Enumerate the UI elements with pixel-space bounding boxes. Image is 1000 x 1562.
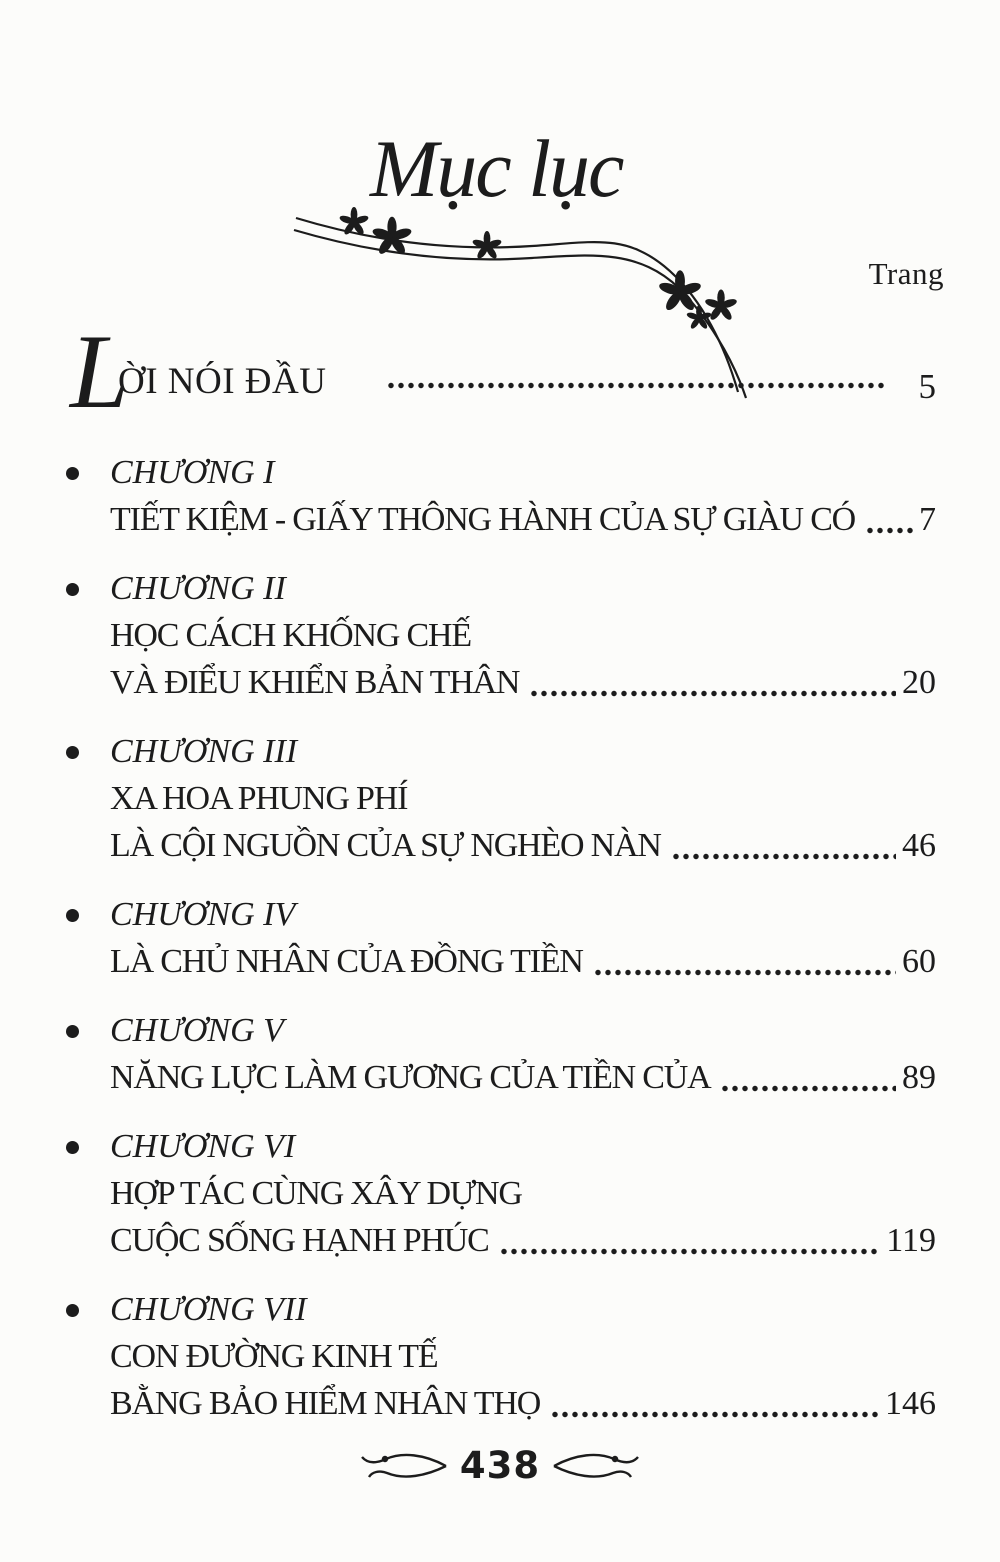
- chapter-heading: CHƯƠNG V: [110, 1012, 284, 1049]
- chapter-title-text: HỌC CÁCH KHỐNG CHẾ: [110, 617, 471, 654]
- chapter-title-line: [110, 496, 936, 543]
- chapter-page-number: 146: [885, 1385, 936, 1422]
- chapter-body: [110, 729, 936, 869]
- chapter-title-line: [110, 612, 936, 659]
- chapter-page-number: 89: [902, 1059, 936, 1096]
- toc-chapter-entry[interactable]: [64, 1287, 936, 1427]
- bullet-column: [64, 450, 110, 543]
- bullet-column: [64, 1124, 110, 1264]
- chapter-title-line: [110, 1170, 936, 1217]
- bullet-icon: [66, 1141, 79, 1154]
- chapter-lines: [110, 1054, 936, 1101]
- dot-leader: [671, 852, 896, 861]
- bullet-column: [64, 729, 110, 869]
- chapter-title-text: LÀ CHỦ NHÂN CỦA ĐỒNG TIỀN: [110, 943, 583, 980]
- flower-icon: [339, 207, 370, 236]
- chapter-title-text: CUỘC SỐNG HẠNH PHÚC: [110, 1222, 489, 1259]
- chapter-lines: [110, 496, 936, 543]
- chapter-page-number: 7: [919, 501, 936, 538]
- chapter-title-text: LÀ CỘI NGUỒN CỦA SỰ NGHÈO NÀN: [110, 827, 661, 864]
- chapter-page-number: 20: [902, 664, 936, 701]
- chapter-title-text: HỢP TÁC CÙNG XÂY DỰNG: [110, 1175, 522, 1212]
- toc-entry-preface[interactable]: [70, 313, 936, 430]
- chapter-lines: [110, 612, 936, 706]
- bullet-icon: [66, 909, 79, 922]
- chapter-body: [110, 1008, 936, 1101]
- chapter-title-text: TIẾT KIỆM - GIẤY THÔNG HÀNH CỦA SỰ GIÀU CÓ: [110, 501, 856, 538]
- bullet-icon: [66, 1025, 79, 1038]
- bullet-icon: [66, 467, 79, 480]
- chapter-title-line: [110, 775, 936, 822]
- bullet-icon: [66, 583, 79, 596]
- chapter-title-text: XA HOA PHUNG PHÍ: [110, 780, 408, 817]
- toc-chapter-entry[interactable]: [64, 1008, 936, 1101]
- bullet-column: [64, 1008, 110, 1101]
- preface-drop-cap: L: [70, 313, 129, 430]
- dot-leader: [550, 1410, 879, 1419]
- toc-chapter-list: [64, 450, 936, 1450]
- page-title: Mục lục: [370, 123, 623, 214]
- footer: [0, 1444, 1000, 1487]
- chapter-body: [110, 1287, 936, 1427]
- chapter-lines: [110, 1333, 936, 1427]
- dot-leader: [529, 689, 896, 698]
- chapter-title-line: [110, 938, 936, 985]
- footer-page-number: 438: [459, 1444, 541, 1487]
- chapter-title-text: BẰNG BẢO HIỂM NHÂN THỌ: [110, 1385, 541, 1422]
- bullet-icon: [66, 746, 79, 759]
- chapter-heading: CHƯƠNG III: [110, 733, 298, 770]
- preface-label: ỜI NÓI ĐẦU: [118, 361, 327, 402]
- chapter-title-line: [110, 1054, 936, 1101]
- bullet-icon: [66, 1304, 79, 1317]
- chapter-title-line: [110, 1380, 936, 1427]
- bullet-column: [64, 892, 110, 985]
- toc-chapter-entry[interactable]: [64, 566, 936, 706]
- chapter-title-text: CON ĐƯỜNG KINH TẾ: [110, 1338, 438, 1375]
- bullet-column: [64, 566, 110, 706]
- dot-leader: [499, 1247, 881, 1256]
- chapter-heading: CHƯƠNG VII: [110, 1291, 307, 1328]
- toc-chapter-entry[interactable]: [64, 892, 936, 985]
- chapter-page-number: 119: [886, 1222, 936, 1259]
- page-column-label: Trang: [868, 256, 944, 291]
- preface-page-number: 5: [918, 367, 936, 406]
- chapter-lines: [110, 775, 936, 869]
- chapter-lines: [110, 1170, 936, 1264]
- dot-leader: [386, 381, 886, 390]
- chapter-page-number: 60: [902, 943, 936, 980]
- chapter-body: [110, 450, 936, 543]
- flower-icon: [472, 231, 503, 260]
- dot-leader: [720, 1084, 896, 1093]
- toc-chapter-entry[interactable]: [64, 1124, 936, 1264]
- chapter-title-line: [110, 1217, 936, 1264]
- chapter-heading: CHƯƠNG II: [110, 570, 286, 607]
- toc-chapter-entry[interactable]: [64, 450, 936, 543]
- chapter-heading: CHƯƠNG VI: [110, 1128, 296, 1165]
- chapter-title-text: VÀ ĐIỂU KHIỂN BẢN THÂN: [110, 664, 520, 701]
- chapter-heading: CHƯƠNG IV: [110, 896, 296, 933]
- chapter-body: [110, 566, 936, 706]
- chapter-title-line: [110, 659, 936, 706]
- footer-flourish-right-icon: [552, 1446, 640, 1486]
- bullet-column: [64, 1287, 110, 1427]
- chapter-title-line: [110, 822, 936, 869]
- chapter-title-text: NĂNG LỰC LÀM GƯƠNG CỦA TIỀN CỦA: [110, 1059, 711, 1096]
- footer-flourish-left-icon: [360, 1446, 448, 1486]
- chapter-heading: CHƯƠNG I: [110, 454, 275, 491]
- chapter-body: [110, 1124, 936, 1264]
- chapter-title-line: [110, 1333, 936, 1380]
- dot-leader: [593, 968, 896, 977]
- chapter-lines: [110, 938, 936, 985]
- chapter-page-number: 46: [902, 827, 936, 864]
- dot-leader: [865, 526, 913, 535]
- toc-chapter-entry[interactable]: [64, 729, 936, 869]
- chapter-body: [110, 892, 936, 985]
